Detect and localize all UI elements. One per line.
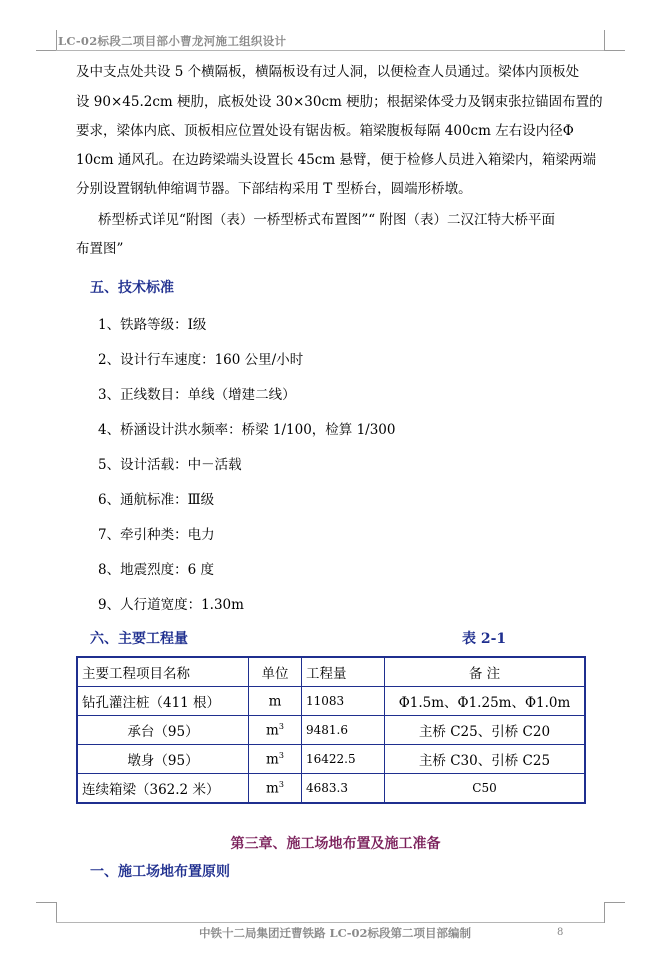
row-quantity: 4683.3 [302, 774, 385, 804]
page-header: LC-02标段二项目部小曹龙河施工组织设计 [58, 34, 287, 48]
row-quantity: 9481.6 [302, 716, 385, 745]
standard-item-3: 3、正线数目：单线（增建二线） [98, 387, 296, 403]
header-cell-unit: 单位 [249, 657, 302, 687]
footer-divider [56, 922, 604, 923]
unit-superscript: 3 [278, 721, 284, 731]
section-main-quantities-title: 六、主要工程量 [90, 631, 188, 647]
table-row [77, 745, 585, 774]
standard-item-6: 6、通航标准：Ⅲ级 [98, 492, 215, 508]
standard-item-5: 5、设计活载：中－活载 [98, 457, 242, 473]
corner-mark-bottom-right [604, 902, 625, 923]
row-unit [249, 774, 302, 804]
reference-line-2: 布置图” [76, 241, 124, 257]
row-quantity: 11083 [302, 687, 385, 716]
body-line-2: 设 90×45.2cm 梗肋，底板处设 30×30cm 梗肋；根据梁体受力及钢束张拉锚固布置的 [76, 94, 603, 110]
row-item-name: 墩身（95） [77, 745, 249, 774]
corner-mark-top-left [36, 30, 57, 51]
section-site-layout-principles-title: 一、施工场地布置原则 [90, 864, 230, 880]
row-note: C50 [385, 774, 586, 804]
standard-item-7: 7、牵引种类：电力 [98, 527, 215, 543]
unit-text: m [266, 722, 279, 739]
row-unit [249, 745, 302, 774]
header-cell-item: 主要工程项目名称 [77, 657, 249, 687]
header-divider [56, 50, 604, 51]
body-line-4: 10cm 通风孔。在边跨梁端头设置长 45cm 悬臂，便于检修人员进入箱梁内，箱梁两端 [76, 152, 596, 168]
row-unit [249, 687, 302, 716]
table-header-row [77, 657, 585, 687]
table-row [77, 774, 585, 804]
table-row [77, 687, 585, 716]
page-footer: 中铁十二局集团迁曹铁路 LC-02标段第二项目部编制 [198, 926, 472, 940]
reference-line-1: 桥型桥式详见“附图（表）一桥型桥式布置图”“ 附图（表）二汉江特大桥平面 [98, 212, 555, 228]
header-cell-quantity: 工程量 [302, 657, 385, 687]
quantities-table [76, 656, 586, 804]
chapter-title: 第三章、施工场地布置及施工准备 [230, 836, 441, 852]
unit-text: m [268, 693, 282, 710]
row-note: 主桥 C25、引桥 C20 [385, 716, 586, 745]
row-unit [249, 716, 302, 745]
page-number: 8 [557, 927, 564, 938]
standard-item-4: 4、桥涵设计洪水频率：桥梁 1/100，检算 1/300 [98, 422, 396, 438]
body-line-3: 要求，梁体内底、顶板相应位置处设有锯齿板。箱梁腹板每隔 400cm 左右设内径Φ [76, 123, 574, 139]
standard-item-8: 8、地震烈度：6 度 [98, 562, 214, 578]
section-technical-standards-title: 五、技术标准 [90, 280, 174, 296]
unit-text: m [266, 751, 279, 768]
table-row [77, 716, 585, 745]
unit-superscript: 3 [278, 750, 284, 760]
corner-mark-top-right [604, 30, 625, 51]
row-quantity: 16422.5 [302, 745, 385, 774]
standard-item-9: 9、人行道宽度：1.30m [98, 597, 244, 613]
body-line-5: 分别设置钢轨伸缩调节器。下部结构采用 T 型桥台，圆端形桥墩。 [76, 181, 472, 197]
row-item-name: 钻孔灌注桩（411 根） [77, 687, 249, 716]
unit-text: m [266, 780, 279, 797]
table-label: 表 2-1 [462, 631, 507, 647]
header-cell-note: 备 注 [385, 657, 586, 687]
unit-superscript: 3 [278, 779, 284, 789]
body-line-1: 及中支点处共设 5 个横隔板，横隔板设有过人洞，以便检查人员通过。梁体内顶板处 [76, 64, 580, 80]
row-note: 主桥 C30、引桥 C25 [385, 745, 586, 774]
row-item-name: 承台（95） [77, 716, 249, 745]
standard-item-2: 2、设计行车速度：160 公里/小时 [98, 352, 304, 368]
row-note: Φ1.5m、Φ1.25m、Φ1.0m [385, 687, 586, 716]
row-item-name: 连续箱梁（362.2 米） [77, 774, 249, 804]
corner-mark-bottom-left [36, 902, 57, 923]
standard-item-1: 1、铁路等级：Ⅰ级 [98, 317, 207, 333]
